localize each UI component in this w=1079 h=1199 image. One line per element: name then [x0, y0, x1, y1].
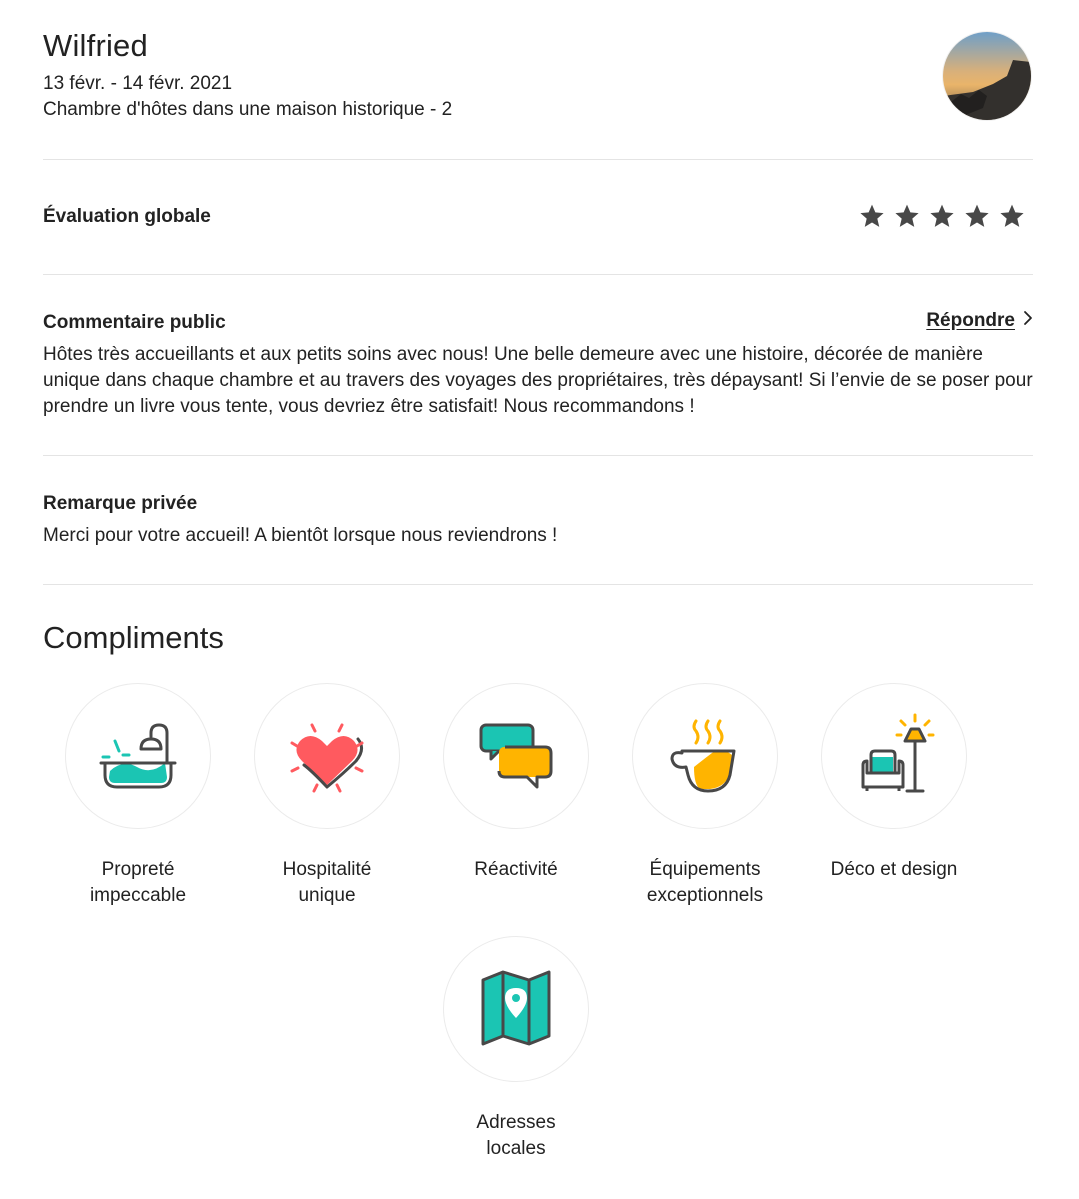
compliment-label: Déco et design	[830, 859, 958, 880]
armchair-lamp-icon	[849, 711, 939, 801]
reply-label: Répondre	[926, 310, 1015, 331]
compliment-label: Réactivité	[474, 859, 558, 880]
compliments-title: Compliments	[43, 620, 224, 655]
coffee-cup-icon	[660, 711, 750, 801]
compliment-label: Hospitalité unique	[282, 859, 372, 906]
compliment-label: Adresses locales	[476, 1112, 556, 1159]
bathtub-icon	[93, 711, 183, 801]
chat-bubbles-icon	[471, 711, 561, 801]
compliment-decor	[799, 683, 989, 883]
star-icon	[894, 203, 920, 229]
compliment-label: Propreté impeccable	[89, 859, 187, 906]
private-note-text: Merci pour votre accueil! A bientôt lorsque nous reviendrons !	[43, 525, 558, 546]
overall-rating-title: Évaluation globale	[43, 206, 211, 227]
listing-name: Chambre d'hôtes dans une maison historique - 2	[43, 99, 453, 120]
divider	[43, 274, 1033, 275]
star-icon	[859, 203, 885, 229]
public-comment-text: Hôtes très accueillants et aux petits soins avec nous! Une belle demeure avec une histoire, décorée de manière unique dans chaque chambre et au travers des voyages des propriétaires, très dépaysant! Si l’envie de se poser pour prendre un livre vous tente, vous devriez être satisfait! Nous recommandons !	[43, 344, 1033, 417]
compliment-local-tips	[421, 936, 611, 1162]
public-comment-title: Commentaire public	[43, 312, 226, 333]
compliment-responsiveness	[421, 683, 611, 883]
compliment-amenities	[610, 683, 800, 909]
compliment-cleanliness	[43, 683, 233, 909]
guest-avatar[interactable]	[943, 32, 1031, 120]
star-icon	[964, 203, 990, 229]
stay-dates: 13 févr. - 14 févr. 2021	[43, 73, 233, 94]
divider	[43, 455, 1033, 456]
chevron-right-icon	[1023, 310, 1033, 332]
overall-rating-stars	[859, 203, 1025, 229]
compliment-hospitality	[232, 683, 422, 909]
star-icon	[929, 203, 955, 229]
reply-link[interactable]	[926, 310, 1033, 332]
compliment-label: Équipements exceptionnels	[646, 859, 764, 906]
guest-name: Wilfried	[43, 28, 148, 63]
star-icon	[999, 203, 1025, 229]
guest-avatar-photo	[943, 32, 1031, 120]
divider	[43, 159, 1033, 160]
map-pin-icon	[471, 964, 561, 1054]
divider	[43, 584, 1033, 585]
heart-icon	[282, 711, 372, 801]
private-note-title: Remarque privée	[43, 493, 198, 514]
